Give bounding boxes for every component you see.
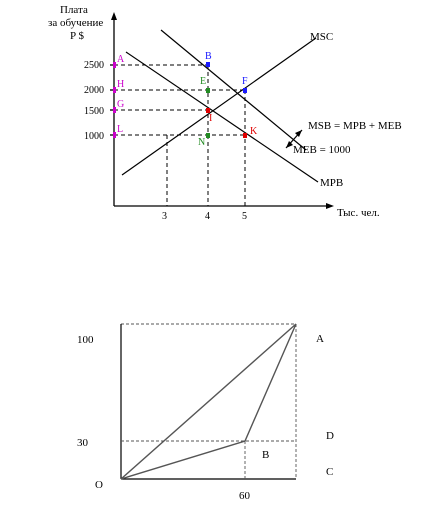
y-tick-1500: 1500 (84, 106, 104, 117)
point-l-label: L (117, 124, 124, 135)
y-tick-30: 30 (77, 437, 88, 449)
meb-label: MEB = 1000 (293, 144, 351, 156)
point-n-marker (206, 133, 210, 138)
point-n-label: N (198, 137, 206, 148)
x-tick-60: 60 (239, 490, 250, 502)
point-k-label: K (250, 126, 258, 137)
y-axis-title-line1: Плата (60, 4, 88, 16)
point-b-label: B (205, 51, 212, 62)
point-a-marker (113, 62, 116, 68)
point-a-label: A (117, 54, 125, 65)
diagonal-oa (121, 324, 296, 479)
x-tick-5: 5 (242, 211, 247, 222)
point-b-label: B (262, 449, 270, 461)
point-f-marker (206, 88, 210, 93)
point-a-label: A (316, 333, 324, 345)
externality-chart (48, 4, 402, 222)
y-axis-title-line3: P $ (70, 30, 84, 42)
point-h-marker (113, 87, 116, 93)
msc-label: MSC (310, 31, 334, 43)
mpb-curve (126, 52, 318, 182)
y-tick-1000: 1000 (84, 131, 104, 142)
point-b-marker (206, 62, 210, 67)
point-d-label: D (326, 430, 334, 442)
point-g-label: G (117, 99, 125, 110)
point-c-label: C (326, 466, 334, 478)
x-axis-arrow (326, 203, 334, 209)
point-l-marker (113, 132, 116, 138)
edgeworth-box-chart (77, 324, 334, 502)
y-tick-100: 100 (77, 334, 94, 346)
point-g-marker (113, 107, 116, 113)
x-axis-title: Тыс. чел. (337, 207, 380, 219)
point-k-marker (243, 133, 247, 138)
point-i-label: I (209, 113, 213, 124)
point-f-label: E (200, 76, 207, 87)
msc-curve (122, 38, 316, 175)
origin-label: O (95, 479, 103, 491)
x-tick-3: 3 (162, 211, 167, 222)
point-e-marker (243, 88, 247, 93)
x-tick-4: 4 (205, 211, 210, 222)
mpb-label: MPB (320, 177, 344, 189)
y-tick-2500: 2500 (84, 60, 104, 71)
msb-label: MSB = MPB + MEB (308, 120, 402, 132)
y-tick-2000: 2000 (84, 85, 104, 96)
y-axis-title-line2: за обучение (48, 17, 104, 29)
point-h-label: H (117, 79, 125, 90)
y-axis-arrow (111, 12, 117, 20)
point-e-label: F (242, 76, 248, 87)
